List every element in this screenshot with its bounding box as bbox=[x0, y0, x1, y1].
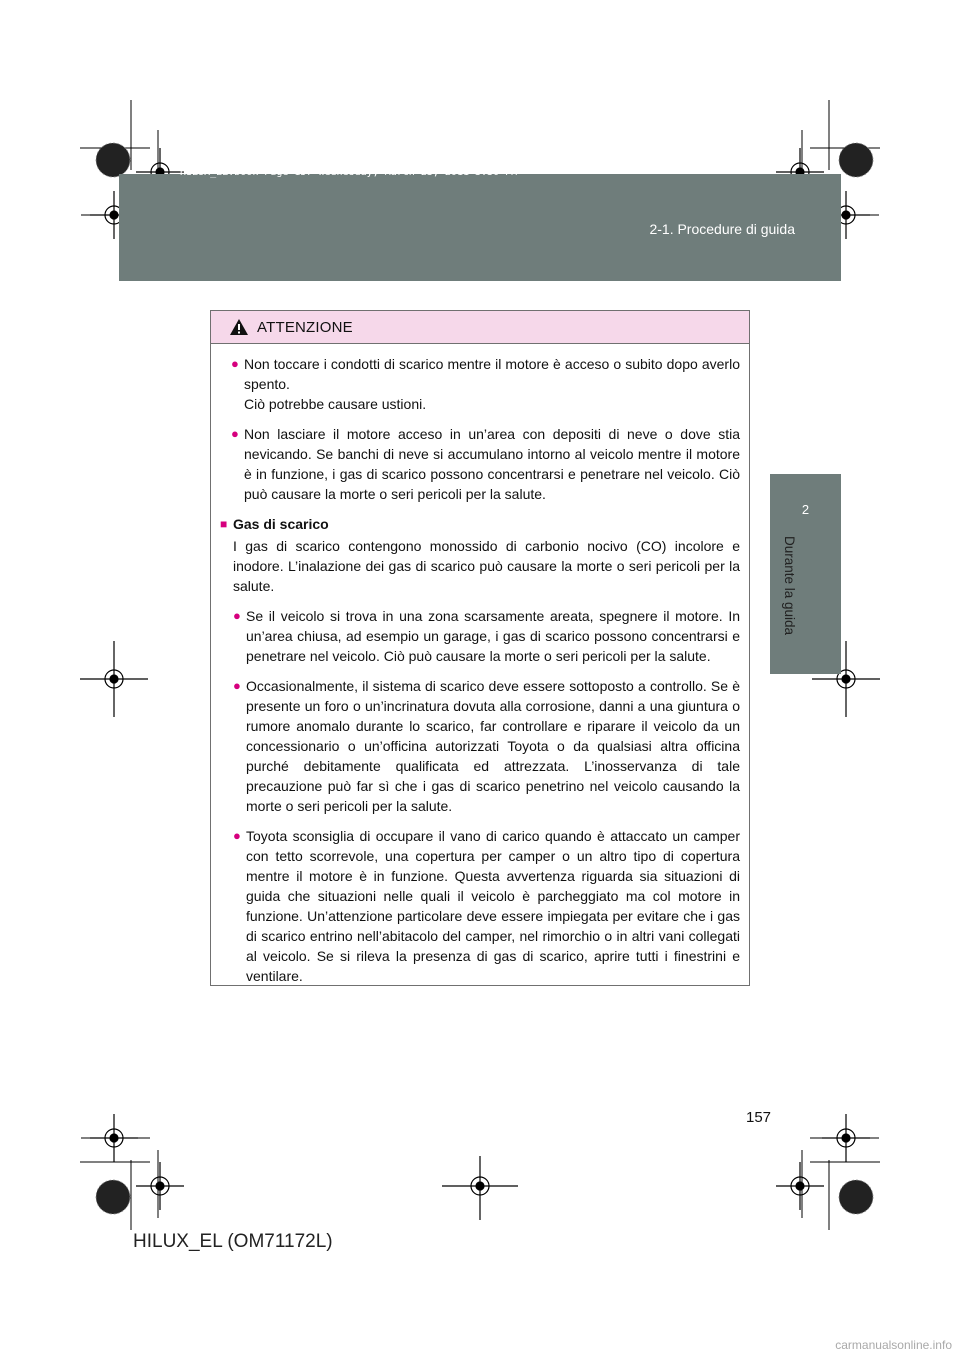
warning-title: ATTENZIONE bbox=[257, 318, 353, 336]
square-bullet-icon: ■ bbox=[220, 517, 228, 531]
warning-box bbox=[210, 310, 750, 986]
exhaust-section bbox=[211, 514, 749, 986]
exhaust-bullet bbox=[233, 606, 740, 666]
chapter-number: 2 bbox=[801, 502, 810, 517]
bullet-text: Non toccare i condotti di scarico mentre il motore è acceso o subito dopo averlo spento. bbox=[244, 356, 740, 392]
chapter-label: Durante la guida bbox=[782, 536, 797, 636]
bullet-text: Occasionalmente, il sistema di scarico deve essere sottoposto a controllo. Se è presente un foro o un’incrinatura dovuta alla corrosione, danni a una giuntura o rumore anomalo durante lo scarico, far controllare e riparare il veicolo da un concessionario o un’officina autorizzati Toyota o da qualsiasi altra officina purché debitamente qualificata ed attrezzata. L’inosservanza di tale precauzione può far sì che i gas di scarico penetrino nel veicolo causando la morte o seri pericoli per la salute. bbox=[246, 678, 740, 814]
bullet-icon: ● bbox=[233, 608, 241, 623]
warning-body bbox=[211, 344, 749, 504]
page-number: 157 bbox=[746, 1109, 772, 1126]
exhaust-intro: I gas di scarico contengono monossido di carbonio nocivo (CO) incolore e inodore. L’inalazione dei gas di scarico può causare la morte o seri pericoli per la salute. bbox=[233, 538, 740, 594]
bullet-text: Se il veicolo si trova in una zona scarsamente areata, spegnere il motore. In un’area chiusa, ad esempio un garage, i gas di scarico possono concentrarsi e penetrare nel veicolo. Ciò può causare la morte o seri pericoli per la salute. bbox=[246, 608, 740, 664]
bullet-icon: ● bbox=[233, 678, 241, 693]
exhaust-bullet bbox=[233, 676, 740, 816]
exhaust-heading-text: Gas di scarico bbox=[233, 516, 329, 532]
bullet-icon: ● bbox=[231, 426, 239, 441]
warning-triangle-icon bbox=[229, 318, 249, 336]
bullet-icon: ● bbox=[231, 356, 239, 371]
section-title: 2-1. Procedure di guida bbox=[649, 221, 795, 237]
bullet-note: Ciò potrebbe causare ustioni. bbox=[244, 396, 427, 412]
watermark: carmanualsonline.info bbox=[835, 1338, 952, 1352]
bullet-icon: ● bbox=[233, 828, 241, 843]
warning-bullet bbox=[231, 354, 740, 414]
warning-header bbox=[211, 311, 749, 344]
bullet-text: Toyota sconsiglia di occupare il vano di carico quando è attaccato un camper con tetto scorrevole, una copertura per camper o un altro tipo di copertura mentre il motore è in funzione. Questa avvertenza riguarda sia situazioni di guida che situazioni nelle quali il veicolo è parcheggiato ma col motore in funzione. Un’attenzione particolare deve essere impiegata per evitare che i gas di scarico entrino nell’abitacolo del camper, nel rimorchio o in altri vani collegati al veicolo. Se si rileva la presenza di gas di scarico, aprire tutti i finestrini e ventilare. bbox=[246, 828, 740, 984]
bullet-text: Non lasciare il motore acceso in un’area con depositi di neve o dove stia nevicando. Se banchi di neve si accumulano intorno al veicolo mentre il motore è in funzione, i gas di scarico possono concentrarsi e penetrare nel veicolo. Ciò può causare la morte o seri pericoli per la salute. bbox=[244, 426, 740, 502]
model-code: HILUX_EL (OM71172L) bbox=[133, 1231, 333, 1252]
warning-bullet bbox=[231, 424, 740, 504]
file-stamp: HILUX_EL.book Page 157 Wednesday, March 23, 2011 3:30 PM bbox=[180, 167, 518, 178]
exhaust-bullet bbox=[233, 826, 740, 986]
exhaust-heading bbox=[220, 514, 740, 534]
chapter-tab bbox=[770, 474, 841, 674]
